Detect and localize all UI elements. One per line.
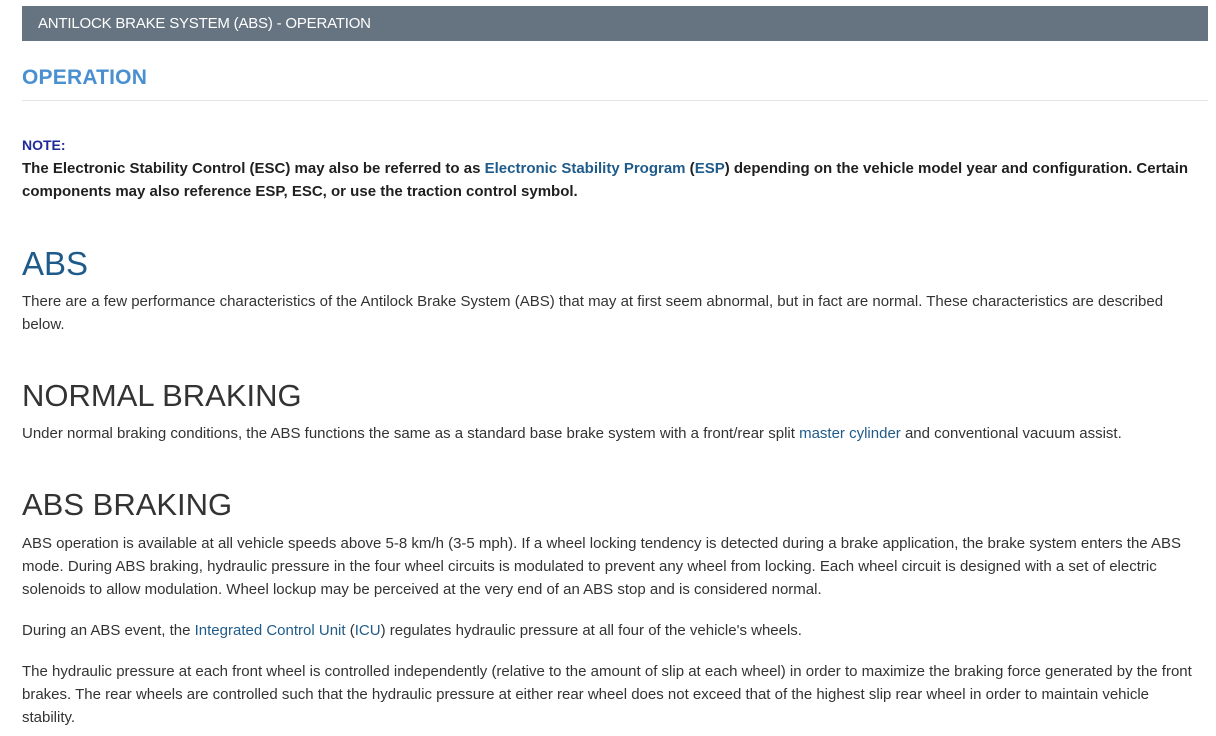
document-title-bar bbox=[22, 6, 1208, 41]
abs-braking-paragraph-1: ABS operation is available at all vehicle speeds above 5-8 km/h (3-5 mph). If a wheel locking tendency is detected during a brake application, the brake system enters the ABS mode. During ABS braking, hydraulic pressure in the four wheel circuits is modulated to prevent any wheel from locking. Each wheel circuit is designed with a set of electric solenoids to allow modulation. Wheel lockup may be perceived at the very end of an ABS stop and is considered normal. bbox=[22, 535, 1181, 598]
note-label: NOTE: bbox=[22, 137, 66, 153]
abs-paragraph: There are a few performance characteristics of the Antilock Brake System (ABS) that may at first seem abnormal, but in fact are normal. These characteristics are described below. bbox=[22, 293, 1164, 333]
section-heading: OPERATION bbox=[22, 66, 148, 89]
normal-braking-heading: NORMAL BRAKING bbox=[22, 378, 302, 413]
icu-abbrev-link[interactable]: ICU bbox=[354, 622, 381, 639]
abs-braking-heading: ABS BRAKING bbox=[22, 487, 233, 522]
esp-abbrev-link[interactable]: ESP bbox=[694, 160, 725, 177]
section-divider bbox=[22, 100, 1208, 101]
note-text: The Electronic Stability Control (ESC) may also be referred to as Electronic Stability Program (ESP) depending on the vehicle model year and configuration. Certain components may also reference ESP, ESC, or use the traction control symbol. bbox=[22, 160, 1189, 200]
icu-link[interactable]: Integrated Control Unit bbox=[194, 622, 346, 639]
esp-link[interactable]: Electronic Stability Program bbox=[484, 160, 686, 177]
document-title: ANTILOCK BRAKE SYSTEM (ABS) - OPERATION bbox=[38, 15, 371, 32]
normal-braking-paragraph: Under normal braking conditions, the ABS functions the same as a standard base brake system with a front/rear split master cylinder and conventional vacuum assist. bbox=[22, 425, 1122, 442]
abs-braking-paragraph-2: During an ABS event, the Integrated Control Unit (ICU) regulates hydraulic pressure at all four of the vehicle's wheels. bbox=[22, 622, 802, 639]
abs-heading: ABS bbox=[22, 245, 89, 282]
abs-braking-paragraph-3: The hydraulic pressure at each front wheel is controlled independently (relative to the amount of slip at each wheel) in order to maximize the braking force generated by the front brakes. The rear wheels are controlled such that the hydraulic pressure at either rear wheel does not exceed that of the highest slip rear wheel in order to maintain vehicle stability. bbox=[22, 663, 1192, 726]
master-cylinder-link[interactable]: master cylinder bbox=[799, 425, 901, 442]
